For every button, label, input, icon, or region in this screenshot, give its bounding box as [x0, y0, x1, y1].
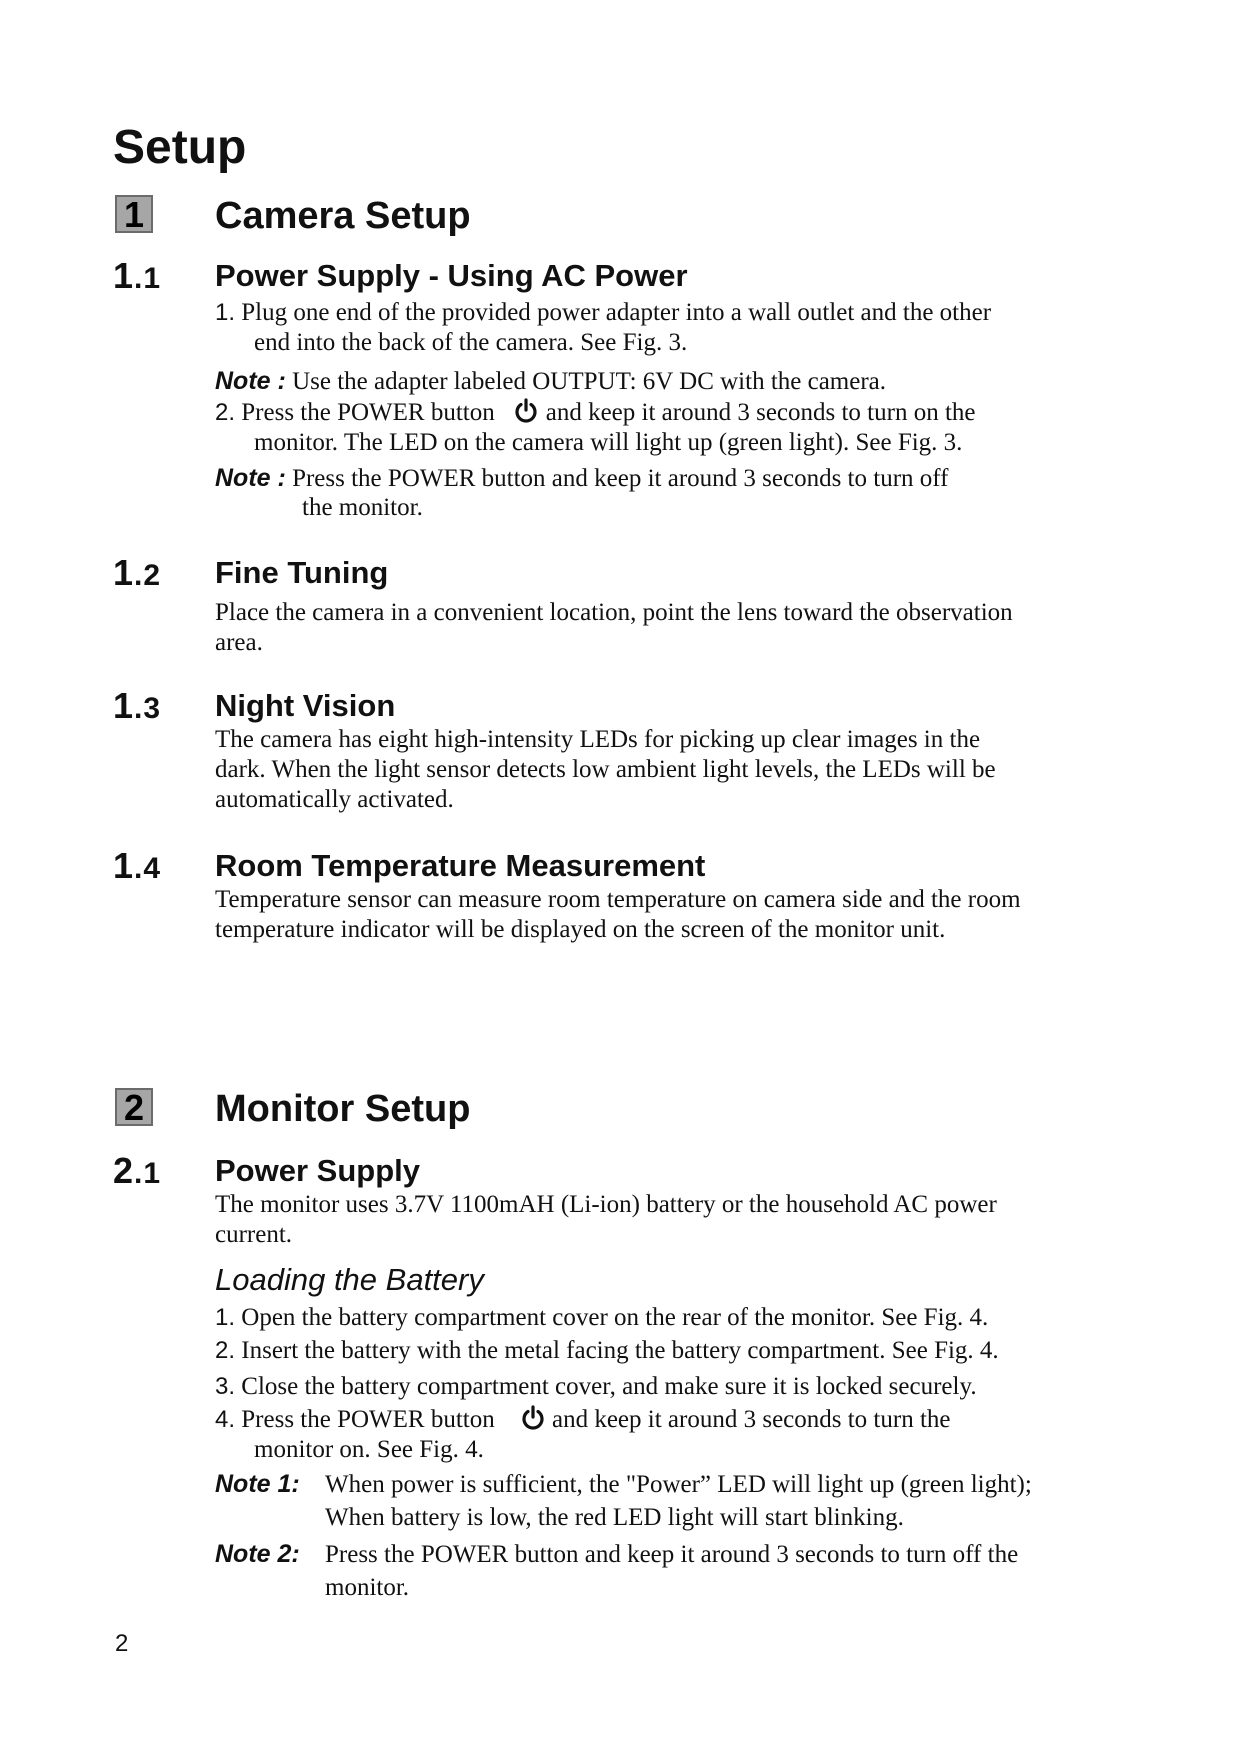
- paragraph-line: Temperature sensor can measure room temperature on camera side and the room: [215, 886, 1021, 913]
- section-title-camera-setup: Camera Setup: [215, 195, 471, 237]
- subsection-number-1-3: [113, 685, 161, 727]
- note-2-label: Note 2:: [215, 1540, 300, 1568]
- page-title: Setup: [113, 121, 247, 174]
- step-number: 1.: [215, 299, 236, 326]
- note-text: Use the adapter labeled OUTPUT: 6V DC with the camera.: [292, 368, 887, 395]
- step-text: Press the POWER button: [241, 1406, 495, 1433]
- step-2: [215, 398, 976, 428]
- subsection-title-room-temperature: Room Temperature Measurement: [215, 848, 706, 883]
- power-icon: [513, 398, 539, 424]
- paragraph-line: The monitor uses 3.7V 1100mAH (Li-ion) battery or the household AC power: [215, 1191, 997, 1218]
- subsection-number-1-4: [113, 845, 161, 887]
- note-label: Note :: [215, 464, 286, 492]
- section-badge-1: 1: [115, 195, 153, 233]
- step-number: 2.: [215, 399, 236, 426]
- note-1-label: Note 1:: [215, 1470, 300, 1498]
- number-minor: .2: [134, 559, 162, 592]
- number-major: 1: [113, 552, 135, 593]
- note-1-text-continued: When battery is low, the red LED light will start blinking.: [325, 1504, 904, 1531]
- paragraph-line: The camera has eight high-intensity LEDs for picking up clear images in the: [215, 726, 981, 753]
- subsection-title-night-vision: Night Vision: [215, 688, 396, 723]
- subsection-number-1-2: [113, 552, 161, 594]
- step-text-continued: and keep it around 3 seconds to turn on the: [545, 399, 976, 426]
- step-number: 3.: [215, 1373, 236, 1400]
- subsection-title-fine-tuning: Fine Tuning: [215, 555, 389, 590]
- paragraph-line: area.: [215, 629, 263, 656]
- paragraph-line: current.: [215, 1221, 293, 1248]
- step-1: [215, 298, 991, 328]
- number-major: 1: [113, 685, 135, 726]
- number-minor: .1: [134, 1157, 162, 1190]
- step-text: Open the battery compartment cover on the rear of the monitor. See Fig. 4.: [241, 1304, 989, 1331]
- step-text-continued: and keep it around 3 seconds to turn the: [551, 1406, 951, 1433]
- note-text: Press the POWER button and keep it around 3 seconds to turn off: [292, 465, 949, 492]
- note-label: Note :: [215, 367, 286, 395]
- battery-step-2: [215, 1336, 999, 1366]
- note-1-text: When power is sufficient, the "Power” LED will light up (green light);: [325, 1471, 1032, 1498]
- page-number: 2: [115, 1630, 129, 1657]
- battery-step-4-continued: monitor on. See Fig. 4.: [254, 1436, 484, 1463]
- number-major: 1: [113, 255, 135, 296]
- section-title-monitor-setup: Monitor Setup: [215, 1088, 471, 1130]
- step-2-continued: monitor. The LED on the camera will light up (green light). See Fig. 3.: [254, 429, 963, 456]
- number-minor: .3: [134, 692, 162, 725]
- note-2-text-continued: monitor.: [325, 1574, 410, 1601]
- paragraph-line: dark. When the light sensor detects low ambient light levels, the LEDs will be: [215, 756, 996, 783]
- paragraph-line: Place the camera in a convenient location, point the lens toward the observation: [215, 599, 1013, 626]
- step-number: 4.: [215, 1406, 236, 1433]
- paragraph-line: temperature indicator will be displayed on the screen of the monitor unit.: [215, 916, 946, 943]
- number-major: 1: [113, 845, 135, 886]
- subsection-title-power-supply-ac: Power Supply - Using AC Power: [215, 258, 688, 293]
- section-badge-2: 2: [115, 1088, 153, 1126]
- step-text: Insert the battery with the metal facing the battery compartment. See Fig. 4.: [241, 1337, 999, 1364]
- subsection-title-power-supply: Power Supply: [215, 1153, 420, 1188]
- subsection-number-1-1: [113, 255, 161, 297]
- step-text: Press the POWER button: [241, 399, 495, 426]
- note-adapter: [215, 366, 886, 397]
- note-power-off-continued: the monitor.: [302, 494, 423, 521]
- power-icon: [520, 1405, 546, 1431]
- battery-step-3: [215, 1372, 977, 1402]
- note-power-off: [215, 463, 948, 494]
- paragraph-line: automatically activated.: [215, 786, 454, 813]
- number-minor: .1: [134, 262, 162, 295]
- step-number: 1.: [215, 1304, 236, 1331]
- step-text: Close the battery compartment cover, and make sure it is locked securely.: [241, 1373, 977, 1400]
- step-text: Plug one end of the provided power adapter into a wall outlet and the other: [241, 299, 992, 326]
- note-2-text: Press the POWER button and keep it around 3 seconds to turn off the: [325, 1541, 1019, 1568]
- battery-step-4: [215, 1405, 951, 1435]
- battery-step-1: [215, 1303, 988, 1333]
- number-major: 2: [113, 1150, 135, 1191]
- step-number: 2.: [215, 1337, 236, 1364]
- subsection-number-2-1: [113, 1150, 161, 1192]
- subheading-loading-battery: Loading the Battery: [215, 1262, 484, 1297]
- step-1-continued: end into the back of the camera. See Fig. 3.: [254, 329, 688, 356]
- number-minor: .4: [134, 852, 162, 885]
